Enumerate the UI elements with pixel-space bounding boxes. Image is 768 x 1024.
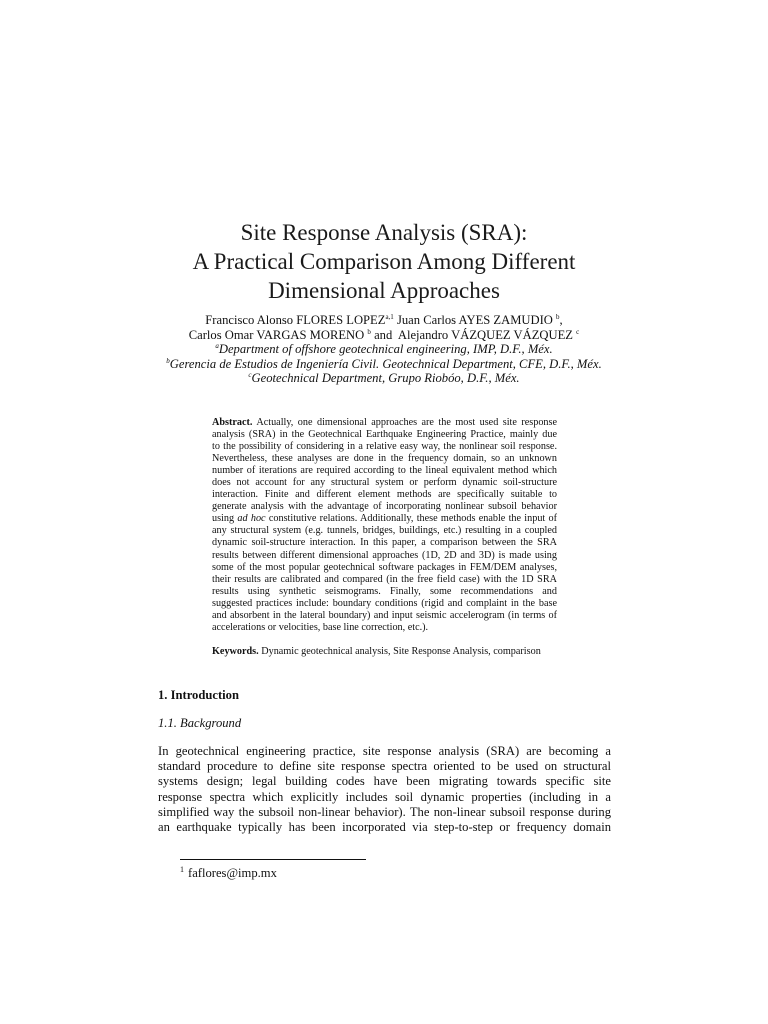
abstract-italic: ad hoc <box>237 513 266 525</box>
affiliation-c <box>0 371 768 386</box>
abstract-line: generate analysis with the advantage of incorporating nonlinear subsoil behavior <box>212 501 557 513</box>
body-text <box>158 744 611 835</box>
author-separator: , <box>559 313 563 327</box>
abstract <box>212 417 557 634</box>
footnote-email: faflores@imp.mx <box>188 866 277 880</box>
keywords <box>212 646 572 658</box>
title-line-1: Site Response Analysis (SRA): <box>240 220 528 245</box>
abstract-line: Nevertheless, these analyses are done in the frequency domain, so an unknown <box>212 453 557 465</box>
abstract-line: dynamic soil-structure interaction. In this paper, a comparison between the SRA <box>212 537 557 549</box>
abstract-text: using <box>212 513 235 525</box>
body-line: simplified way the subsoil non-linear behavior). The non-linear subsoil response during <box>158 804 611 819</box>
keywords-label: Keywords. <box>212 646 259 657</box>
author-name: Carlos Omar VARGAS MORENO <box>188 327 365 342</box>
abstract-line: and absorbent in the lateral boundary) and input seismic accelerogram (in terms of <box>212 609 557 621</box>
body-line: standard procedure to define site response spectra oriented to be used on structural <box>158 759 611 774</box>
title-line-3: Dimensional Approaches <box>268 278 500 303</box>
author-superscript: a,1 <box>385 313 394 321</box>
author-superscript: b <box>556 313 560 321</box>
affiliation-a <box>0 342 768 357</box>
abstract-label: Abstract. <box>212 417 253 428</box>
abstract-line <box>212 417 557 429</box>
abstract-text: constitutive relations. Additionally, these methods enable the input of <box>268 513 558 525</box>
abstract-line: any structural system (e.g. tunnels, bridges, buildings, etc.) resulting in a coupled <box>212 525 557 537</box>
abstract-line: results using synthetic seismograms. Finally, some recommendations and <box>212 585 557 597</box>
abstract-line: number of iterations are required according to the lineal equivalent method which <box>212 465 557 477</box>
section-heading: 1. Introduction <box>158 688 239 702</box>
author-superscript: c <box>576 327 580 336</box>
author-block <box>0 313 768 386</box>
body-line: In geotechnical engineering practice, site response analysis (SRA) are becoming a <box>158 744 611 758</box>
abstract-line <box>212 513 557 525</box>
abstract-line: accelerations or velocities, base line correction, etc.). <box>212 621 429 633</box>
author-conjunction: and <box>374 327 393 342</box>
abstract-line: analysis (SRA) in the Geotechnical Earthquake Engineering Practice, mainly due <box>212 429 557 441</box>
affiliation-text: Geotechnical Department, Grupo Riobóo, D.F., Méx. <box>251 371 520 386</box>
author-superscript: b <box>367 327 371 336</box>
affiliation-b <box>0 357 768 372</box>
footnote-divider <box>180 859 366 860</box>
affiliation-text: Gerencia de Estudios de Ingeniería Civil. Geotechnical Department, CFE, D.F., Méx. <box>169 356 602 371</box>
abstract-line: does not account for any structural system or perform dynamic soil-structure <box>212 477 557 489</box>
body-line: response spectra which explicitly includes soil dynamic properties (including in a <box>158 789 611 804</box>
author-line-1 <box>0 313 768 328</box>
author-line-2 <box>0 328 768 343</box>
affiliation-text: Department of offshore geotechnical engineering, IMP, D.F., Méx. <box>218 342 553 357</box>
footnote-mark: 1 <box>180 865 184 874</box>
abstract-line: results between different dimensional approaches (1D, 2D and 3D) is made using <box>212 549 557 561</box>
subsection-heading: 1.1. Background <box>158 716 242 730</box>
affiliation-mark: b <box>166 356 170 365</box>
body-line: an earthquake typically has been incorporated via step-to-step or frequency domain <box>158 819 611 834</box>
abstract-line: their results are calibrated and compared (in the free field case) with the 1D SRA <box>212 573 557 585</box>
abstract-line: some of the most popular geotechnical software packages in FEM/DEM analyses, <box>212 561 557 573</box>
title-line-2: A Practical Comparison Among Different <box>192 249 576 274</box>
keywords-text: Dynamic geotechnical analysis, Site Response Analysis, comparison <box>261 646 541 657</box>
body-line: systems design; legal building codes have been migrating towards specific site <box>158 774 611 789</box>
footnote <box>180 866 277 881</box>
paper-title <box>0 218 768 305</box>
abstract-line: to the possibility of considering in a relative easy way, the nonlinear soil response. <box>212 441 557 453</box>
abstract-text: Actually, one dimensional approaches are the most used site response <box>256 417 558 428</box>
affiliation-mark: c <box>248 371 252 380</box>
abstract-line: interaction. Finite and different element methods are specifically suitable to <box>212 489 557 501</box>
affiliation-mark: a <box>215 342 219 351</box>
author-name: Juan Carlos AYES ZAMUDIO <box>396 313 553 327</box>
author-name: Alejandro VÁZQUEZ VÁZQUEZ <box>397 327 573 342</box>
author-name: Francisco Alonso FLORES LOPEZ <box>205 313 386 327</box>
abstract-line: suggested practices include: boundary conditions (rigid and complaint in the base <box>212 597 557 609</box>
